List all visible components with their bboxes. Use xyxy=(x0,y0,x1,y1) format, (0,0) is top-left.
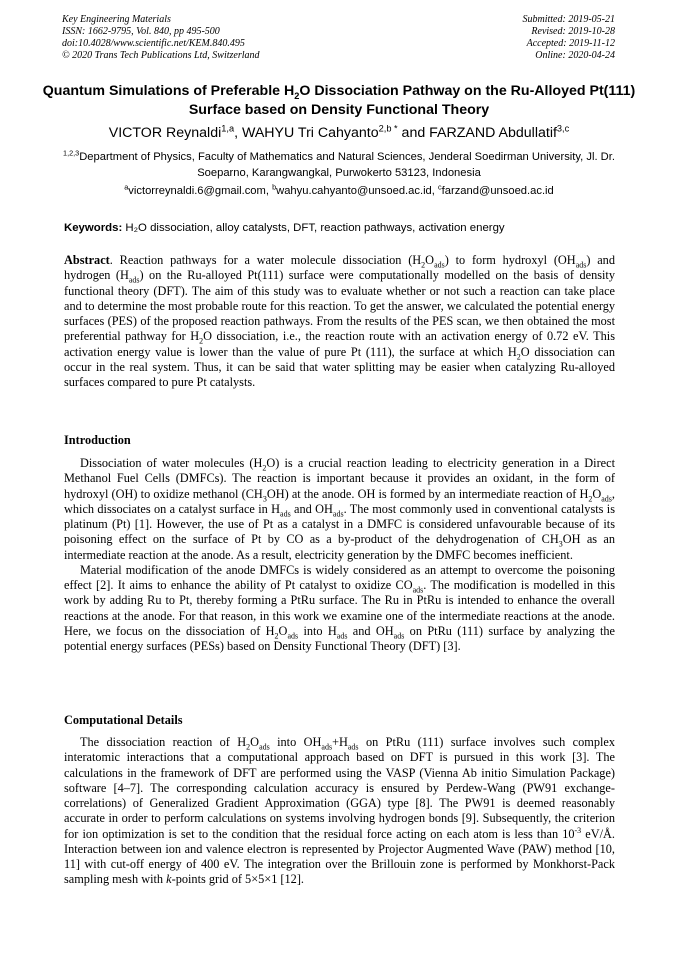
keywords xyxy=(64,221,615,236)
date-submitted: Submitted: 2019-05-21 xyxy=(522,14,615,25)
author-2: WAHYU Tri Cahyanto xyxy=(241,125,379,141)
author-3: FARZAND Abdullatif xyxy=(429,125,557,141)
keywords-text: H₂O dissociation, alloy catalysts, DFT, reaction pathways, activation energy xyxy=(125,222,505,234)
abstract-paragraph xyxy=(64,253,615,390)
email-marker: a xyxy=(124,182,129,192)
email-marker: c xyxy=(438,182,442,192)
email-marker: b xyxy=(272,182,277,192)
author-1: VICTOR Reynaldi xyxy=(108,125,222,141)
email-c: farzand@unsoed.ac.id xyxy=(441,185,554,197)
author-3-affil: 3,c xyxy=(556,123,570,134)
title-part-2: O Dissociation Pathway on the Ru-Alloyed Pt(111) Surface based on Density Functional Theory xyxy=(188,83,636,118)
author-separator: and xyxy=(397,125,430,141)
computational-body xyxy=(64,735,615,888)
abstract-label: Abstract xyxy=(64,253,110,267)
journal-doi: doi:10.4028/www.scientific.net/KEM.840.495 xyxy=(62,38,245,49)
author-2-affil: 2,b * xyxy=(378,123,398,134)
affiliation-text: Department of Physics, Faculty of Mathematics and Natural Sciences, Jenderal Soedirman University, Jl. Dr. Soeparno, Karangwangkal, Purwokerto 53123, Indonesia xyxy=(79,151,615,179)
email-a: victorreynaldi.6@gmail.com, xyxy=(128,185,273,197)
abstract xyxy=(64,253,615,390)
email-b: wahyu.cahyanto@unsoed.ac.id, xyxy=(276,185,438,197)
introduction-body xyxy=(64,456,615,654)
introduction-heading: Introduction xyxy=(64,433,131,447)
date-revised: Revised: 2019-10-28 xyxy=(531,26,615,37)
author-separator: , xyxy=(234,125,242,141)
date-accepted: Accepted: 2019-11-12 xyxy=(526,38,615,49)
journal-info xyxy=(62,14,260,62)
introduction-paragraph-1: Dissociation of water molecules $(H_2O)$ is a crucial reaction leading to electricity generation in a Direct Methanol Fuel Cells (DMFCs). The reaction is important because it provides an oxidant, in the form of hydroxyl (OH) to oxidize methanol $(CH_3OH)$ at the anode. OH is formed by an intermediate reaction of $H_2O_{ads}$, which dissociates on a catalyst surface in $H_{ads}$ and $OH_{ads}$. The most commonly used in conventional catalysts is platinum (Pt) [1]. However, the use of Pt as a catalyst in a DMFC is considered unfavourable because of its poisoning effect on the surface of Pt by CO as a by-product of the dehydrogenation of $CH_3OH$ as an intermediate reaction at the anode. As a result, electricity generation by the DMFC becomes inefficient. xyxy=(64,456,616,562)
journal-copyright: © 2020 Trans Tech Publications Ltd, Switzerland xyxy=(62,50,260,61)
affiliation xyxy=(40,150,638,181)
paper-title xyxy=(40,82,638,120)
journal-issn: ISSN: 1662-9795, Vol. 840, pp 495-500 xyxy=(62,26,220,37)
author-1-affil: 1,a xyxy=(221,123,235,134)
affiliation-marker: 1,2,3 xyxy=(63,148,80,158)
computational-heading: Computational Details xyxy=(64,713,183,727)
journal-name: Key Engineering Materials xyxy=(62,14,171,25)
keywords-label: Keywords: xyxy=(64,222,123,234)
author-emails xyxy=(20,184,658,199)
publication-dates xyxy=(523,14,616,62)
introduction-paragraph-2: Material modification of the anode DMFCs is widely considered as an attempt to overcome the poisoning effect [2]. It aims to enhance the ability of Pt catalyst to oxidize $CO_{ads}$. The modification is modelled in this work by adding Ru to Pt, thereby forming a PtRu surface. The Ru in PtRu is intended to enhance the overall reactions at the anode. For that reason, in this work we examine one of the intermediate reactions at the anode. Here, we focus on the dissociation of $H_2O_{ads}$ into $H_{ads}$ and $OH_{ads}$ on PtRu (111) surface by analyzing the potential energy surfaces (PESs) based on Density Functional Theory (DFT) [3]. xyxy=(64,562,616,653)
title-part-1: Quantum Simulations of Preferable H xyxy=(42,83,295,99)
abstract-text: . Reaction pathways for a water molecule dissociation $(H_2O_{ads})$ to form hydroxyl $(OH_{ads})$ and hydrogen $(H_{ads})$ on the Ru-alloyed Pt(111) surface were computationally modelled on the basis of density functional theory (DFT). The aim of this study was to evaluate whether or not such a reaction can take place and to determine the most probable route for this reaction. To get the answer, we calculated the potential energy surfaces (PES) of the proposed reaction pathways. From the results of the PES scan, we then obtained the most preferential pathway for $H_2O$ dissociation, i.e., the reaction route with an activation energy of 0.72 eV. This activation energy value is lower than the value of pure Pt (111), the surface at which $H_2O$ dissociation can occur in the real system. Thus, it can be said that water splitting may be easier when catalyzing Ru-alloyed surfaces compared to pure Pt catalysts. xyxy=(64,253,615,389)
author-list xyxy=(20,124,658,142)
title-subscript: 2 xyxy=(294,90,300,101)
date-online: Online: 2020-04-24 xyxy=(535,50,615,61)
computational-paragraph-1: The dissociation reaction of $H_2O_{ads}$ into $OH_{ads}+H_{ads}$ on PtRu (111) surface involves such complex interatomic interactions that a computational approach based on DFT is pursued in this work [3]. The calculations in the framework of DFT are performed using the VASP (Vienna Ab initio Simulation Package) software [4–7]. The corresponding calculation accuracy is ensured by Perdew-Wang (PW91 exchange-correlations) of Generalized Gradient Approximation (GGA) type [8]. The PW91 is deemed reasonably accurate in order to perform calculations on systems involving hydrogen bonds [9]. Subsequently, the criterion for ion optimization is set to the condition that the residual force acting on each atom is less than $10^{-3}$ eV/Å. Interaction between ion and valence electron is represented by Projector Augmented Wave (PAW) method [10, 11] with cut-off energy of 400 eV. The integration over the Brillouin zone is performed by Monkhorst-Pack sampling mesh with k-points grid of 5×5×1 [12]. xyxy=(64,735,615,887)
